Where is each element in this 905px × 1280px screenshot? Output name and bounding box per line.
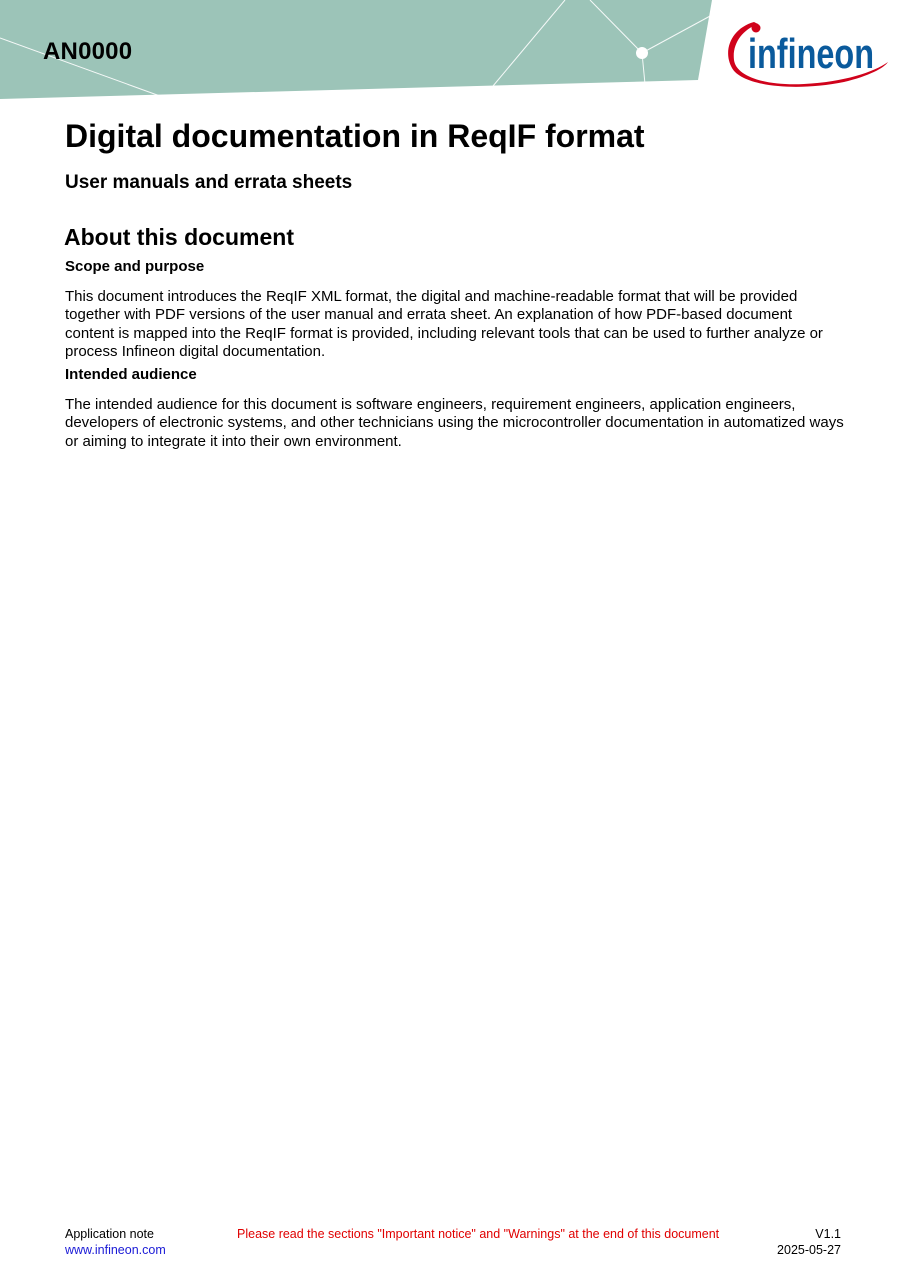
infineon-logo — [724, 16, 890, 92]
footer-website-link[interactable]: www.infineon.com — [65, 1243, 166, 1257]
svg-text:infineon: infineon — [748, 30, 874, 77]
footer-doc-type: Application note — [65, 1227, 154, 1241]
footer-notice: Please read the sections "Important notice" and "Warnings" at the end of this document — [237, 1227, 720, 1241]
audience-heading: Intended audience — [65, 366, 197, 383]
about-heading: About this document — [64, 224, 294, 250]
page-subtitle: User manuals and errata sheets — [65, 172, 353, 193]
scope-heading: Scope and purpose — [65, 258, 205, 275]
audience-paragraph: The intended audience for this document is software engineers, requirement engineers, application engineers, developers of electronic systems, and other technicians using the microcontroller documentation in automatized ways or aiming to integrate it into their own environment. — [65, 396, 844, 450]
scope-paragraph: This document introduces the ReqIF XML format, the digital and machine-readable format that will be provided together with PDF versions of the user manual and errata sheet. An explanation of how PDF-based document content is mapped into the ReqIF format is provided, including relevant tools that can be used to further analyze or process Infineon digital documentation. — [65, 288, 823, 360]
footer-date: 2025-05-27 — [777, 1243, 841, 1257]
page-title: Digital documentation in ReqIF format — [65, 118, 645, 154]
footer-version: V1.1 — [815, 1227, 841, 1241]
document-id: AN0000 — [43, 38, 133, 65]
